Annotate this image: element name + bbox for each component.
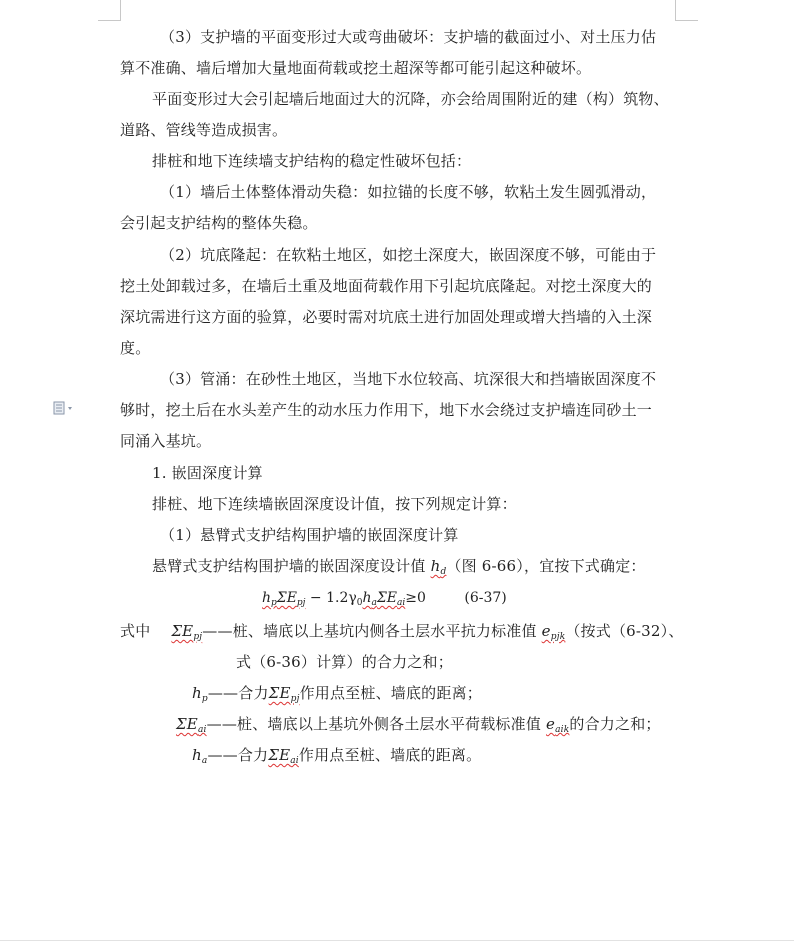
paragraph-line: 同涌入基坑。 <box>120 432 212 450</box>
definition-text: 的合力之和； <box>569 715 661 733</box>
definition-text: ——合力 <box>207 684 269 702</box>
formula-relation: ≥0 <box>405 590 426 606</box>
definition-text: ——桩、墙底以上基坑外侧各土层水平荷载标准值 <box>206 715 546 733</box>
paragraph-line: 深坑需进行这方面的验算，必要时需对坑底土进行加固处理或增大挡墙的入土深 <box>120 308 653 326</box>
paragraph-line: 度。 <box>120 339 151 357</box>
definition-text: ——桩、墙底以上基坑内侧各土层水平抗力标准值 <box>202 622 542 640</box>
formula-coefficient: − 1.2γ <box>305 590 357 606</box>
definition-line <box>192 745 752 771</box>
page-bottom-divider <box>0 940 794 941</box>
symbol-sum-epj: $\Sigma E_{pj}$ <box>171 622 203 642</box>
definition-text: 作用点至桩、墙底的距离； <box>299 684 482 702</box>
symbol-hp: $h_p$ <box>192 684 208 704</box>
definition-text: 作用点至桩、墙底的距离。 <box>298 746 482 764</box>
definition-line <box>192 683 752 709</box>
definition-text: （按式（6-32）、 <box>565 622 684 640</box>
formula-ha: $h_a$ <box>362 590 377 608</box>
symbol-sum-eai: $\Sigma E_{ai}$ <box>176 715 207 735</box>
paragraph-line: 道路、管线等造成损害。 <box>120 121 288 139</box>
symbol-sum-epj: $\Sigma E_{pj}$ <box>268 684 300 704</box>
page-margin-corner-right <box>675 0 698 21</box>
formula-gamma-sub: 0 <box>356 598 363 608</box>
paragraph-line: （3）管涌：在砂性土地区，当地下水位较高、坑深很大和挡墙嵌固深度不 <box>160 370 657 388</box>
paragraph-line: 算不准确、墙后增加大量地面荷载或挖土超深等都可能引起这种破坏。 <box>120 59 592 77</box>
page-margin-corner-left <box>98 0 121 21</box>
symbol-epjk: $e_{pjk}$ <box>541 622 566 642</box>
symbol-ha: $h_a$ <box>192 746 208 766</box>
paragraph-line: （3）支护墙的平面变形过大或弯曲破坏：支护墙的截面过小、对土压力估 <box>160 28 657 46</box>
definition-line: 式（6-36）计算）的合力之和； <box>236 653 453 671</box>
paragraph-line: （1）悬臂式支护结构围护墙的嵌固深度计算 <box>160 526 459 544</box>
paragraph-line: 排桩和地下连续墙支护结构的稳定性破坏包括： <box>152 152 472 170</box>
paragraph-text: （图 6-66），宜按下式确定： <box>446 557 646 575</box>
paragraph-line: 挖土处卸载过多，在墙后土重及地面荷载作用下引起坑底隆起。对挖土深度大的 <box>120 277 653 295</box>
formula-sum-epj: $\Sigma E_{pj}$ <box>276 590 306 608</box>
definition-text: ——合力 <box>207 746 269 764</box>
paragraph-line <box>152 556 712 582</box>
variable-hd: $h_d$ <box>430 557 447 577</box>
equation-6-37 <box>262 588 507 613</box>
definition-lead: 式中 <box>120 622 151 640</box>
symbol-eaik: $e_{aik}$ <box>546 715 570 735</box>
section-heading: 1. 嵌固深度计算 <box>152 464 263 482</box>
paragraph-text: 悬臂式支护结构围护墙的嵌固深度设计值 <box>152 557 431 575</box>
paragraph-line: 平面变形过大会引起墙后地面过大的沉降，亦会给周围附近的建（构）筑物、 <box>152 90 669 108</box>
definition-line <box>120 621 684 647</box>
formula-sum-eai: $\Sigma E_{ai}$ <box>376 590 406 608</box>
paragraph-line: 排桩、地下连续墙嵌固深度设计值，按下列规定计算： <box>152 495 517 513</box>
paragraph-line: （2）坑底隆起：在软粘土地区，如挖土深度大，嵌固深度不够，可能由于 <box>160 246 657 264</box>
formula-hp: $h_p$ <box>262 590 277 608</box>
document-paragraph-icon[interactable] <box>53 401 75 415</box>
equation-number: (6-37) <box>464 590 507 606</box>
paragraph-line: 会引起支护结构的整体失稳。 <box>120 214 318 232</box>
paragraph-line: （1）墙后土体整体滑动失稳：如拉锚的长度不够，软粘土发生圆弧滑动， <box>160 183 657 201</box>
definition-line <box>176 714 736 740</box>
symbol-sum-eai: $\Sigma E_{ai}$ <box>268 746 299 766</box>
paragraph-line: 够时，挖土后在水头差产生的动水压力作用下，地下水会绕过支护墙连同砂土一 <box>120 401 653 419</box>
